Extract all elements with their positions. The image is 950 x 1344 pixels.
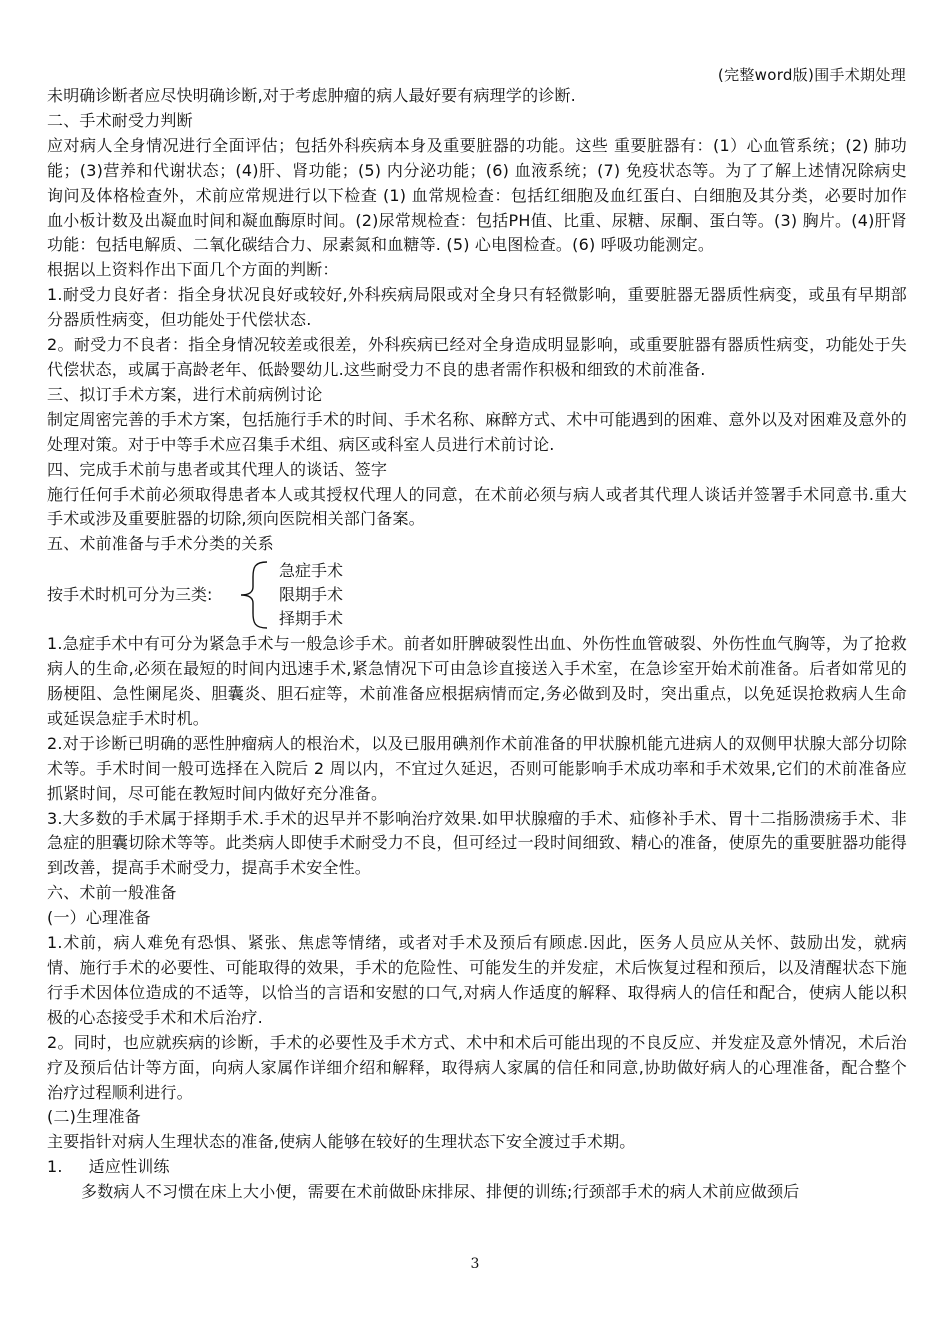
- paragraph: 2.对于诊断已明确的恶性肿瘤病人的根治术，以及已服用碘剂作术前准备的甲状腺机能亢进病人的双侧甲状腺大部分切除术等。手术时间一般可选择在入院后 2 周以内，不宜过久延迟，否则可能影响手术成功率和手术效果,它们的术前准备应抓紧时间，尽可能在教短时间内做好充分准备。: [47, 733, 907, 803]
- paragraph: 1.急症手术中有可分为紧急手术与一般急诊手术。前者如肝脾破裂性出血、外伤性血管破裂、外伤性血气胸等，为了抢救病人的生命,必须在最短的时间内迅速手术,紧急情况下可由急诊直接送入手术室，在急诊室开始术前准备。后者如常见的肠梗阻、急性阑尾炎、胆囊炎、胆石症等，术前准备应根据病情而定,务必做到及时，突出重点，以免延误抢救病人生命或延误急症手术时机。: [47, 634, 907, 728]
- subsection-heading: (一）心理准备: [47, 908, 151, 928]
- section-heading: 二、手术耐受力判断: [47, 110, 193, 130]
- subsection-heading: (二)生理准备: [47, 1107, 141, 1127]
- surgery-classification-brace: [47, 559, 907, 631]
- page-header: (完整word版)围手术期处理: [717, 66, 906, 84]
- section-heading: 五、术前准备与手术分类的关系: [47, 534, 274, 554]
- brace-items: [279, 559, 343, 631]
- section-heading: 三、拟订手术方案，进行术前病例讨论: [47, 384, 323, 404]
- paragraph: 主要指针对病人生理状态的准备,使病人能够在较好的生理状态下安全渡过手术期。: [47, 1132, 636, 1152]
- page-number: 3: [470, 1256, 480, 1272]
- paragraph: 1.术前，病人难免有恐惧、紧张、焦虑等情绪，或者对手术及预后有顾虑.因此，医务人员应从关怀、鼓励出发，就病情、施行手术的必要性、可能取得的效果，手术的危险性、可能发生的并发症，术后恢复过程和预后，以及清醒状态下施行手术因体位造成的不适等，以恰当的言语和安慰的口气,对病人作适度的解释、取得病人的信任和配合，使病人能以积极的心态接受手术和术后治疗.: [47, 933, 907, 1027]
- section-heading: 四、完成手术前与患者或其代理人的谈话、签字: [47, 459, 388, 479]
- paragraph: 制定周密完善的手术方案，包括施行手术的时间、手术名称、麻醉方式、术中可能遇到的困难、意外以及对困难及意外的处理对策。对于中等手术应召集手术组、病区或科室人员进行术前讨论.: [47, 409, 907, 454]
- brace-label: 按手术时机可分为三类:: [47, 585, 213, 605]
- brace-item-limited: 限期手术: [279, 585, 344, 605]
- curly-brace-icon: [233, 559, 273, 631]
- paragraph: 根据以上资料作出下面几个方面的判断：: [47, 260, 339, 280]
- list-number: 1.: [47, 1157, 63, 1177]
- paragraph: 应对病人全身情况进行全面评估；包括外科疾病本身及重要脏器的功能。这些 重要脏器有：(1）心血管系统；(2) 肺功能；(3)营养和代谢状态；(4)肝、肾功能；(5) 内分泌功能；(6) 血液系统；(7) 免疫状态等。为了了解上述情况除病史询问及体格检查外，术前应常规进行以下检查 (1) 血常规检查：包括红细胞及血红蛋白、白细胞及其分类，必要时加作血小板计数及出凝血时间和凝血酶原时间。(2)尿常规检查：包括PH值、比重、尿糖、尿酮、蛋白等。(3) 胸片。(4)肝肾功能：包括电解质、二氧化碳结合力、尿素氮和血糖等. (5) 心电图检查。(6) 呼吸功能测定。: [47, 135, 907, 255]
- list-item: [47, 1155, 907, 1180]
- paragraph: 1.耐受力良好者：指全身状况良好或较好,外科疾病局限或对全身只有轻微影响，重要脏器无器质性病变，或虽有早期部分器质性病变，但功能处于代偿状态.: [47, 285, 907, 330]
- brace-item-elective: 择期手术: [279, 609, 344, 629]
- paragraph: 2。耐受力不良者：指全身情况较差或很差，外科疾病已经对全身造成明显影响，或重要脏器有器质性病变，功能处于失代偿状态，或属于高龄老年、低龄婴幼儿.这些耐受力不良的患者需作积极和细致的术前准备.: [47, 335, 907, 379]
- paragraph: 2。同时，也应就疾病的诊断，手术的必要性及手术方式、术中和术后可能出现的不良反应、并发症及意外情况，术后治疗及预后估计等方面，向病人家属作详细介绍和解释，取得病人家属的信任和同意,协助做好病人的心理准备，配合整个治疗过程顺利进行。: [47, 1032, 907, 1102]
- list-text: 适应性训练: [88, 1157, 170, 1177]
- paragraph: 施行任何手术前必须取得患者本人或其授权代理人的同意，在术前必须与病人或者其代理人谈话并签署手术同意书.重大手术或涉及重要脏器的切除,须向医院相关部门备案。: [47, 484, 907, 529]
- paragraph: 多数病人不习惯在床上大小便，需要在术前做卧床排尿、排便的训练;行颈部手术的病人术前应做颈后: [81, 1182, 800, 1202]
- brace-item-emergency: 急症手术: [279, 561, 344, 581]
- paragraph: 未明确诊断者应尽快明确诊断,对于考虑肿瘤的病人最好要有病理学的诊断.: [47, 86, 576, 105]
- section-heading: 六、术前一般准备: [47, 883, 177, 903]
- paragraph: 3.大多数的手术属于择期手术.手术的迟早并不影响治疗效果.如甲状腺瘤的手术、疝修补手术、胃十二指肠溃疡手术、非急症的胆囊切除术等等。此类病人即使手术耐受力不良，但可经过一段时间细致、精心的准备，使原先的重要脏器功能得到改善，提高手术耐受力，提高手术安全性。: [47, 808, 907, 878]
- document-body: [47, 84, 907, 1205]
